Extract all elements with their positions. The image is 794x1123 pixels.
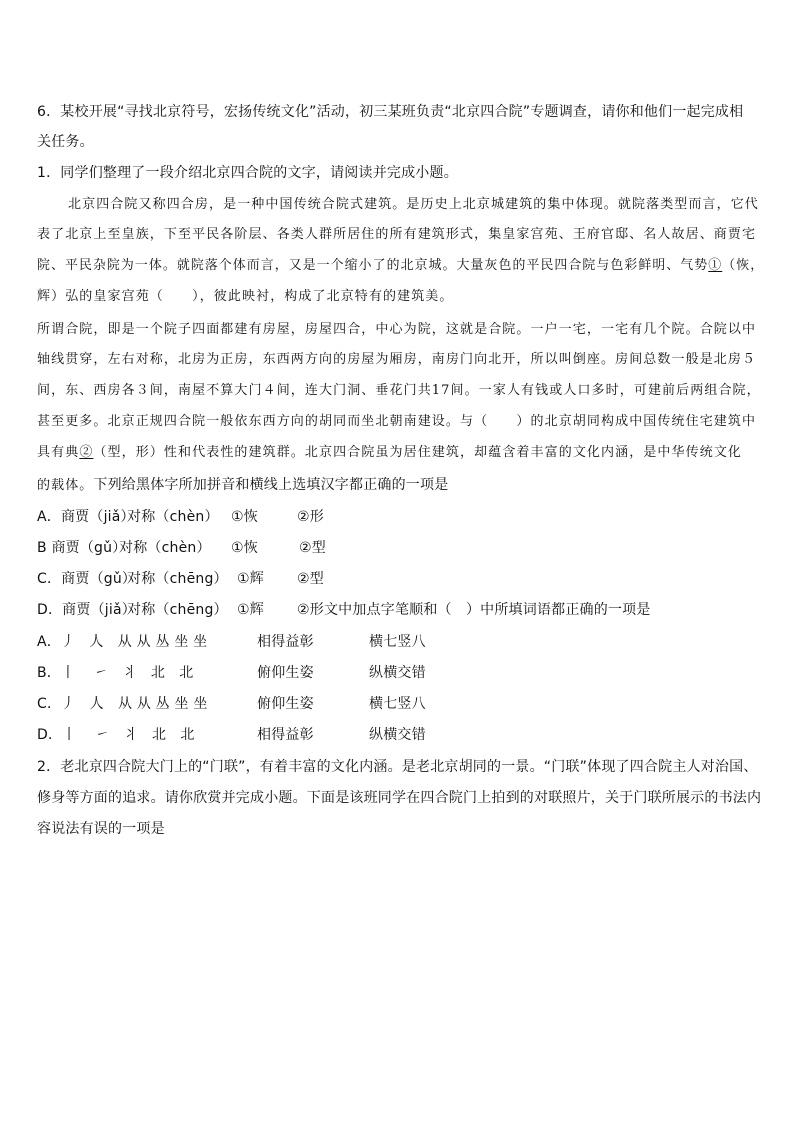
blank-1: ① [708, 258, 723, 273]
passage-line: 表了北京上至皇族，下至平民各阶层、各类人群所居住的所有建筑形式，集皇家宫苑、王府官邸、名人故居、商贾宅 [37, 227, 757, 242]
q6-intro-line1: 6．某校开展“寻找北京符号，宏扬传统文化”活动，初三某班负责“北京四合院”专题调查，请你和他们一起完成相 [37, 104, 744, 120]
passage-line: 甚至更多。北京正规四合院一般依东西方向的胡同而坐北朝南建设。与（ ）的北京胡同构成中国传统住宅建筑中 [37, 414, 757, 429]
passage-line: 具有典②（型，形）性和代表性的建筑群。北京四合院虽为居住建筑，却蕴含着丰富的文化内涵，是中华传统文化 [37, 445, 743, 460]
passage-line: 所谓合院，即是一个院子四面都建有房屋，房屋四合，中心为院，这就是合院。一户一宅，一宅有几个院。合院以中 [37, 322, 757, 337]
blank-2: ② [79, 445, 94, 460]
option-b[interactable]: B 商贾（gǔ）对称（chèn） ①恢 ②型 [37, 540, 326, 556]
option-a[interactable]: A．商贾（jiǎ）对称（chèn） ①恢 ②形 [37, 509, 324, 525]
passage-line: 辉）弘的皇家宫苑（ ），彼此映衬，构成了北京特有的建筑美。 [37, 289, 454, 304]
q2-stem-line3: 容说法有误的一项是 [37, 821, 165, 837]
q1-stem: 1．同学们整理了一段介绍北京四合院的文字，请阅读并完成小题。 [37, 165, 458, 181]
option-c[interactable]: C．商贾（gǔ）对称（chēng） ①辉 ②型 [37, 571, 324, 587]
q6-intro-line2: 关任务。 [37, 134, 94, 150]
option-d[interactable]: D．丨 ㇀ 丬 北 北 相得益彰 纵横交错 [37, 727, 426, 743]
q2-stem-line1: 2．老北京四合院大门上的“门联”，有着丰富的文化内涵。是老北京胡同的一景。“门联”体现了四合院主人对治国、 [37, 759, 758, 775]
option-d[interactable]: D．商贾（jiǎ）对称（chēng） ①辉 ②形文中加点字笔顺和（ ）中所填词语都正确的一项是 [37, 602, 651, 618]
q2-stem-line2: 修身等方面的追求。请你欣赏并完成小题。下面是该班同学在四合院门上拍到的对联照片，关于门联所展示的书法内 [37, 790, 762, 806]
option-b[interactable]: B．丨 ㇀ 丬 北 北 俯仰生姿 纵横交错 [37, 665, 426, 681]
passage-line: 院、平民杂院为一体。就院落个体而言，又是一个缩小了的北京城。大量灰色的平民四合院与色彩鲜明、气势①（恢， [37, 258, 765, 273]
passage-line: 间，东、西房各３间，南屋不算大门４间，连大门洞、垂花门共17间。一家人有钱或人口多时，可建前后两组合院， [37, 383, 761, 398]
option-c[interactable]: C．丿 人 从 从 丛 坐 坐 俯仰生姿 横七竖八 [37, 696, 426, 712]
question-prompt: 的载体。下列给黑体字所加拼音和横线上选填汉字都正确的一项是 [37, 477, 449, 493]
option-a[interactable]: A．丿 人 从 从 丛 坐 坐 相得益彰 横七竖八 [37, 634, 426, 650]
passage-line: 北京四合院又称四合房，是一种中国传统合院式建筑。是历史上北京城建筑的集中体现。就院落类型而言，它代 [68, 197, 759, 212]
passage-line: 轴线贯穿，左右对称，北房为正房，东西两方向的房屋为厢房，南房门向北开，所以叫倒座。房间总数一般是北房５ [37, 352, 757, 367]
